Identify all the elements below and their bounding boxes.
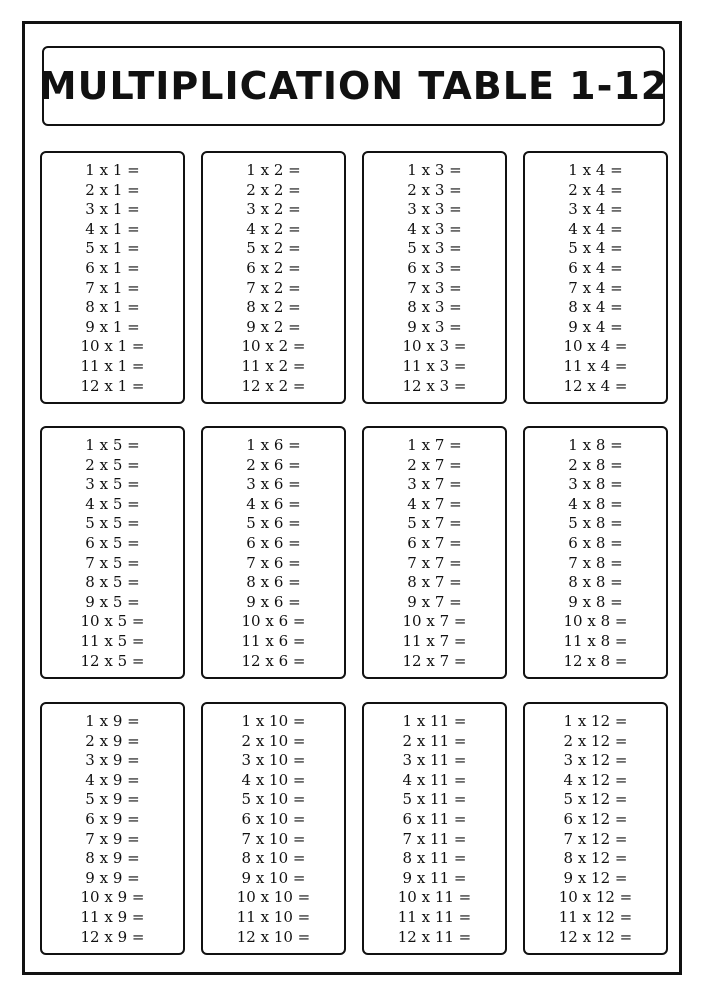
equation-list xyxy=(525,436,666,671)
equation-row: 6 x 4 = xyxy=(568,258,623,277)
equation-row: 3 x 10 = xyxy=(241,751,306,770)
equation-row: 7 x 11 = xyxy=(402,829,467,848)
equation-row: 2 x 5 = xyxy=(85,455,140,474)
equation-row: 11 x 8 = xyxy=(563,631,628,650)
equation-row: 8 x 7 = xyxy=(407,573,462,592)
equation-row: 5 x 12 = xyxy=(563,790,628,809)
equation-row: 9 x 3 = xyxy=(407,317,462,336)
times-table-card xyxy=(362,151,507,404)
equation-row: 4 x 1 = xyxy=(85,219,140,238)
equation-row: 3 x 4 = xyxy=(568,200,623,219)
equation-row: 4 x 5 = xyxy=(85,494,140,513)
equation-row: 10 x 1 = xyxy=(80,337,145,356)
equation-row: 7 x 6 = xyxy=(246,553,301,572)
equation-row: 11 x 1 = xyxy=(80,356,145,375)
equation-row: 4 x 7 = xyxy=(407,494,462,513)
equation-row: 12 x 12 = xyxy=(558,927,633,946)
equation-row: 12 x 2 = xyxy=(241,376,306,395)
equation-row: 5 x 4 = xyxy=(568,239,623,258)
equation-row: 2 x 9 = xyxy=(85,731,140,750)
equation-row: 1 x 3 = xyxy=(407,161,462,179)
equation-row: 4 x 12 = xyxy=(563,770,628,789)
equation-row: 11 x 7 = xyxy=(402,631,467,650)
equation-row: 5 x 1 = xyxy=(85,239,140,258)
equation-row: 5 x 2 = xyxy=(246,239,301,258)
equation-row: 8 x 11 = xyxy=(402,849,467,868)
equation-row: 12 x 4 = xyxy=(563,376,628,395)
equation-row: 5 x 3 = xyxy=(407,239,462,258)
times-table-card xyxy=(40,151,185,404)
equation-row: 3 x 9 = xyxy=(85,751,140,770)
equation-list xyxy=(203,161,344,396)
equation-row: 11 x 4 = xyxy=(563,356,628,375)
equation-row: 9 x 9 = xyxy=(85,868,140,887)
equation-list xyxy=(42,161,183,396)
equation-row: 11 x 10 = xyxy=(236,907,311,926)
equation-row: 4 x 8 = xyxy=(568,494,623,513)
equation-list xyxy=(203,712,344,947)
equation-row: 11 x 3 = xyxy=(402,356,467,375)
equation-row: 10 x 3 = xyxy=(402,337,467,356)
times-table-card xyxy=(40,426,185,679)
equation-row: 4 x 4 = xyxy=(568,219,623,238)
equation-row: 6 x 11 = xyxy=(402,809,467,828)
equation-row: 4 x 11 = xyxy=(402,770,467,789)
equation-row: 4 x 6 = xyxy=(246,494,301,513)
equation-list xyxy=(525,712,666,947)
equation-row: 6 x 6 = xyxy=(246,533,301,552)
equation-row: 1 x 10 = xyxy=(241,712,306,730)
equation-row: 7 x 8 = xyxy=(568,553,623,572)
equation-row: 2 x 4 = xyxy=(568,180,623,199)
equation-row: 10 x 8 = xyxy=(563,612,628,631)
equation-row: 9 x 4 = xyxy=(568,317,623,336)
equation-row: 8 x 9 = xyxy=(85,849,140,868)
equation-row: 9 x 7 = xyxy=(407,592,462,611)
equation-row: 12 x 10 = xyxy=(236,927,311,946)
equation-row: 12 x 6 = xyxy=(241,651,306,670)
equation-list xyxy=(525,161,666,396)
equation-row: 1 x 12 = xyxy=(563,712,628,730)
equation-row: 9 x 5 = xyxy=(85,592,140,611)
equation-row: 6 x 10 = xyxy=(241,809,306,828)
equation-row: 12 x 3 = xyxy=(402,376,467,395)
equation-row: 3 x 12 = xyxy=(563,751,628,770)
equation-row: 11 x 6 = xyxy=(241,631,306,650)
equation-row: 7 x 12 = xyxy=(563,829,628,848)
equation-list xyxy=(364,436,505,671)
equation-row: 4 x 10 = xyxy=(241,770,306,789)
equation-row: 1 x 2 = xyxy=(246,161,301,179)
equation-row: 10 x 7 = xyxy=(402,612,467,631)
equation-row: 11 x 12 = xyxy=(558,907,633,926)
equation-row: 11 x 5 = xyxy=(80,631,145,650)
equation-row: 2 x 6 = xyxy=(246,455,301,474)
equation-row: 6 x 3 = xyxy=(407,258,462,277)
equation-row: 12 x 8 = xyxy=(563,651,628,670)
equation-row: 7 x 9 = xyxy=(85,829,140,848)
equation-row: 1 x 6 = xyxy=(246,436,301,454)
times-table-card xyxy=(201,702,346,955)
equation-row: 6 x 5 = xyxy=(85,533,140,552)
equation-row: 9 x 2 = xyxy=(246,317,301,336)
equation-row: 1 x 9 = xyxy=(85,712,140,730)
equation-row: 8 x 6 = xyxy=(246,573,301,592)
equation-row: 5 x 6 = xyxy=(246,514,301,533)
equation-row: 3 x 1 = xyxy=(85,200,140,219)
equation-row: 3 x 8 = xyxy=(568,475,623,494)
equation-row: 4 x 2 = xyxy=(246,219,301,238)
equation-list xyxy=(364,161,505,396)
equation-row: 3 x 5 = xyxy=(85,475,140,494)
equation-row: 9 x 8 = xyxy=(568,592,623,611)
times-table-card xyxy=(523,702,668,955)
equation-row: 9 x 11 = xyxy=(402,868,467,887)
equation-row: 5 x 10 = xyxy=(241,790,306,809)
equation-row: 2 x 1 = xyxy=(85,180,140,199)
equation-row: 1 x 11 = xyxy=(402,712,467,730)
equation-list xyxy=(42,436,183,671)
equation-row: 2 x 7 = xyxy=(407,455,462,474)
tables-grid xyxy=(25,24,679,972)
equation-row: 10 x 12 = xyxy=(558,888,633,907)
equation-row: 1 x 1 = xyxy=(85,161,140,179)
equation-row: 10 x 4 = xyxy=(563,337,628,356)
equation-row: 10 x 5 = xyxy=(80,612,145,631)
equation-row: 3 x 3 = xyxy=(407,200,462,219)
equation-row: 12 x 1 = xyxy=(80,376,145,395)
times-table-card xyxy=(40,702,185,955)
equation-row: 5 x 8 = xyxy=(568,514,623,533)
times-table-card xyxy=(362,702,507,955)
times-table-card xyxy=(362,426,507,679)
equation-row: 1 x 4 = xyxy=(568,161,623,179)
equation-row: 12 x 11 = xyxy=(397,927,472,946)
equation-row: 8 x 8 = xyxy=(568,573,623,592)
equation-row: 10 x 11 = xyxy=(397,888,472,907)
times-table-card xyxy=(201,426,346,679)
equation-row: 8 x 12 = xyxy=(563,849,628,868)
equation-row: 5 x 7 = xyxy=(407,514,462,533)
page-title: MULTIPLICATION TABLE 1-12 xyxy=(38,64,669,108)
equation-row: 8 x 2 = xyxy=(246,298,301,317)
times-table-card xyxy=(201,151,346,404)
equation-row: 7 x 1 = xyxy=(85,278,140,297)
equation-row: 8 x 1 = xyxy=(85,298,140,317)
equation-list xyxy=(42,712,183,947)
times-table-card xyxy=(523,151,668,404)
equation-row: 6 x 7 = xyxy=(407,533,462,552)
equation-row: 1 x 7 = xyxy=(407,436,462,454)
equation-row: 2 x 10 = xyxy=(241,731,306,750)
equation-row: 5 x 9 = xyxy=(85,790,140,809)
equation-row: 6 x 12 = xyxy=(563,809,628,828)
equation-row: 11 x 11 = xyxy=(397,907,472,926)
equation-row: 9 x 10 = xyxy=(241,868,306,887)
equation-row: 2 x 12 = xyxy=(563,731,628,750)
equation-row: 6 x 8 = xyxy=(568,533,623,552)
equation-row: 4 x 9 = xyxy=(85,770,140,789)
equation-row: 10 x 6 = xyxy=(241,612,306,631)
equation-row: 11 x 9 = xyxy=(80,907,145,926)
equation-row: 2 x 8 = xyxy=(568,455,623,474)
equation-row: 4 x 3 = xyxy=(407,219,462,238)
worksheet-page xyxy=(22,21,682,975)
equation-row: 12 x 5 = xyxy=(80,651,145,670)
equation-row: 7 x 2 = xyxy=(246,278,301,297)
equation-row: 9 x 1 = xyxy=(85,317,140,336)
equation-row: 3 x 2 = xyxy=(246,200,301,219)
equation-row: 7 x 5 = xyxy=(85,553,140,572)
equation-row: 10 x 10 = xyxy=(236,888,311,907)
equation-row: 7 x 7 = xyxy=(407,553,462,572)
equation-row: 7 x 10 = xyxy=(241,829,306,848)
equation-row: 6 x 9 = xyxy=(85,809,140,828)
equation-row: 5 x 11 = xyxy=(402,790,467,809)
equation-row: 3 x 6 = xyxy=(246,475,301,494)
equation-row: 7 x 3 = xyxy=(407,278,462,297)
equation-row: 2 x 11 = xyxy=(402,731,467,750)
equation-row: 9 x 12 = xyxy=(563,868,628,887)
equation-row: 7 x 4 = xyxy=(568,278,623,297)
equation-row: 8 x 10 = xyxy=(241,849,306,868)
equation-row: 5 x 5 = xyxy=(85,514,140,533)
equation-row: 8 x 4 = xyxy=(568,298,623,317)
equation-row: 12 x 9 = xyxy=(80,927,145,946)
equation-list xyxy=(364,712,505,947)
equation-row: 11 x 2 = xyxy=(241,356,306,375)
equation-row: 6 x 1 = xyxy=(85,258,140,277)
equation-list xyxy=(203,436,344,671)
equation-row: 1 x 8 = xyxy=(568,436,623,454)
equation-row: 3 x 11 = xyxy=(402,751,467,770)
equation-row: 2 x 3 = xyxy=(407,180,462,199)
equation-row: 12 x 7 = xyxy=(402,651,467,670)
equation-row: 3 x 7 = xyxy=(407,475,462,494)
equation-row: 9 x 6 = xyxy=(246,592,301,611)
equation-row: 1 x 5 = xyxy=(85,436,140,454)
equation-row: 8 x 5 = xyxy=(85,573,140,592)
equation-row: 2 x 2 = xyxy=(246,180,301,199)
equation-row: 6 x 2 = xyxy=(246,258,301,277)
equation-row: 10 x 9 = xyxy=(80,888,145,907)
equation-row: 8 x 3 = xyxy=(407,298,462,317)
times-table-card xyxy=(523,426,668,679)
equation-row: 10 x 2 = xyxy=(241,337,306,356)
